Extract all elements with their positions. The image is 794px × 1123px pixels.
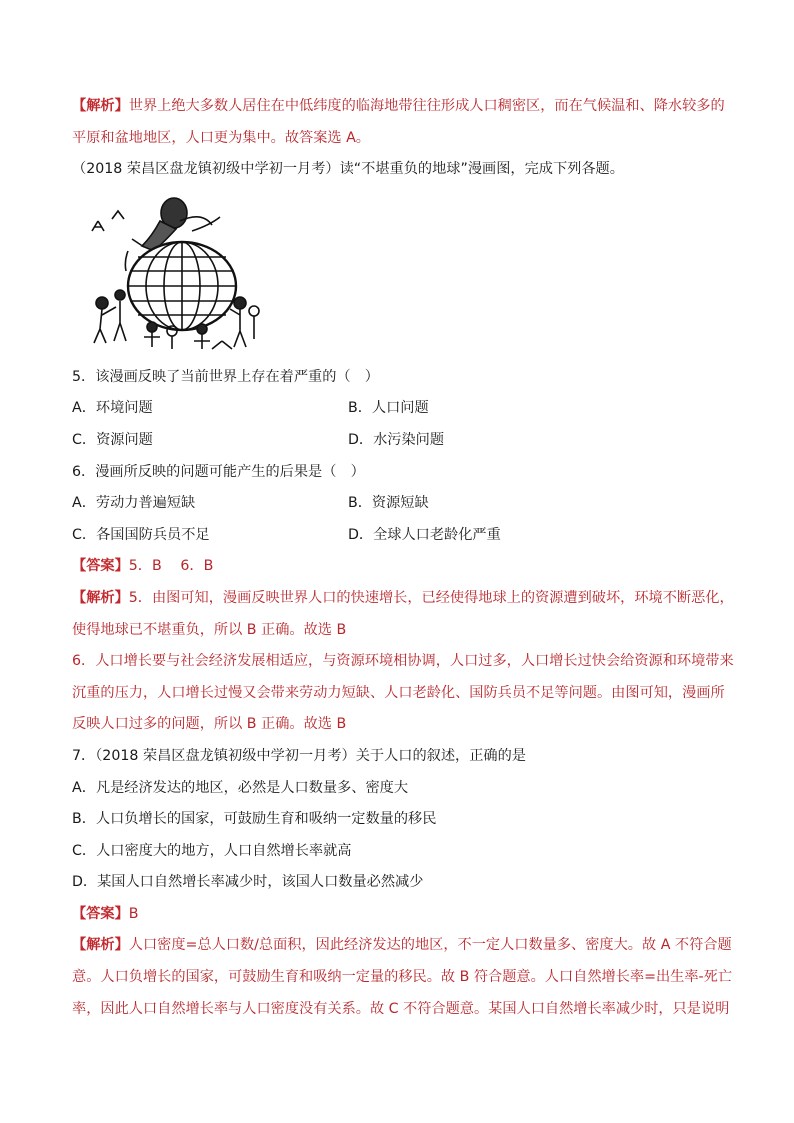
answer-label: 【答案】 (72, 905, 129, 922)
answer-7: 【答案】B (72, 905, 139, 922)
q5-option-a[interactable]: A．环境问题 (72, 400, 153, 417)
q5-option-b[interactable]: B．人口问题 (348, 400, 429, 417)
q6-option-b[interactable]: B．资源短缺 (348, 495, 429, 512)
analysis-6-line3: 反映人口过多的问题，所以 B 正确。故选 B (72, 716, 347, 733)
analysis-prev-line1: 【解析】世界上绝大多数人居住在中低纬度的临海地带往往形成人口稠密区，而在气候温和、降水较多的 (72, 98, 725, 114)
analysis-label: 【解析】 (72, 589, 129, 606)
analysis-7-line1: 【解析】人口密度=总人口数/总面积，因此经济发达的地区，不一定人口数量多、密度大。故 A 不符合题 (72, 937, 732, 954)
answer-label: 【答案】 (72, 558, 129, 575)
overburdened-earth-cartoon-icon (72, 191, 262, 351)
analysis-5-line2: 使得地球已不堪重负，所以 B 正确。故选 B (72, 621, 347, 638)
analysis-6-line2: 沉重的压力，人口增长过慢又会带来劳动力短缺、人口老龄化、国防兵员不足等问题。由图可知，漫画所 (72, 684, 725, 701)
document-page (72, 96, 734, 1030)
q7-option-d[interactable]: D．某国人口自然增长率减少时，该国人口数量必然减少 (72, 874, 424, 891)
analysis-label: 【解析】 (72, 98, 129, 114)
analysis-label: 【解析】 (72, 937, 129, 954)
q7-option-a[interactable]: A．凡是经济发达的地区，必然是人口数量多、密度大 (72, 779, 409, 796)
q5-option-c[interactable]: C．资源问题 (72, 431, 153, 448)
question-intro: （2018 荣昌区盘龙镇初级中学初一月考）读“不堪重负的地球”漫画图，完成下列各题。 (72, 161, 624, 178)
q6-option-d[interactable]: D．全球人口老龄化严重 (348, 526, 501, 543)
analysis-prev-line2: 平原和盆地地区，人口更为集中。故答案选 A。 (72, 129, 370, 146)
q7-option-c[interactable]: C．人口密度大的地方，人口自然增长率就高 (72, 842, 352, 859)
analysis-7-line3: 率，因此人口自然增长率与人口密度没有关系。故 C 不符合题意。某国人口自然增长率减少时，只是说明 (72, 1000, 730, 1017)
q7-option-b[interactable]: B．人口负增长的国家，可鼓励生育和吸纳一定数量的移民 (72, 811, 437, 828)
analysis-5-line1: 【解析】5．由图可知，漫画反映世界人口的快速增长，已经使得地球上的资源遭到破坏，环境不断恶化， (72, 589, 734, 606)
answer-5-6: 【答案】5．B 6．B (72, 558, 214, 575)
question-6-options-row2 (72, 525, 722, 546)
q5-option-d[interactable]: D．水污染问题 (348, 431, 445, 448)
question-5-options-row2 (72, 430, 722, 451)
question-7-stem: 7．（2018 荣昌区盘龙镇初级中学初一月考）关于人口的叙述，正确的是 (72, 747, 526, 764)
question-5-options-row1 (72, 398, 722, 419)
analysis-7-line2: 意。人口负增长的国家，可鼓励生育和吸纳一定量的移民。故 B 符合题意。人口自然增长率=出生率-死亡 (72, 969, 733, 986)
question-6-options-row1 (72, 493, 722, 514)
question-6-stem: 6．漫画所反映的问题可能产生的后果是（ ） (72, 463, 365, 480)
analysis-6-line1: 6．人口增长要与社会经济发展相适应，与资源环境相协调，人口过多，人口增长过快会给资源和环境带来 (72, 653, 734, 670)
q6-option-a[interactable]: A．劳动力普遍短缺 (72, 495, 196, 512)
question-5-stem: 5．该漫画反映了当前世界上存在着严重的（ ） (72, 368, 379, 385)
q6-option-c[interactable]: C．各国国防兵员不足 (72, 526, 210, 543)
